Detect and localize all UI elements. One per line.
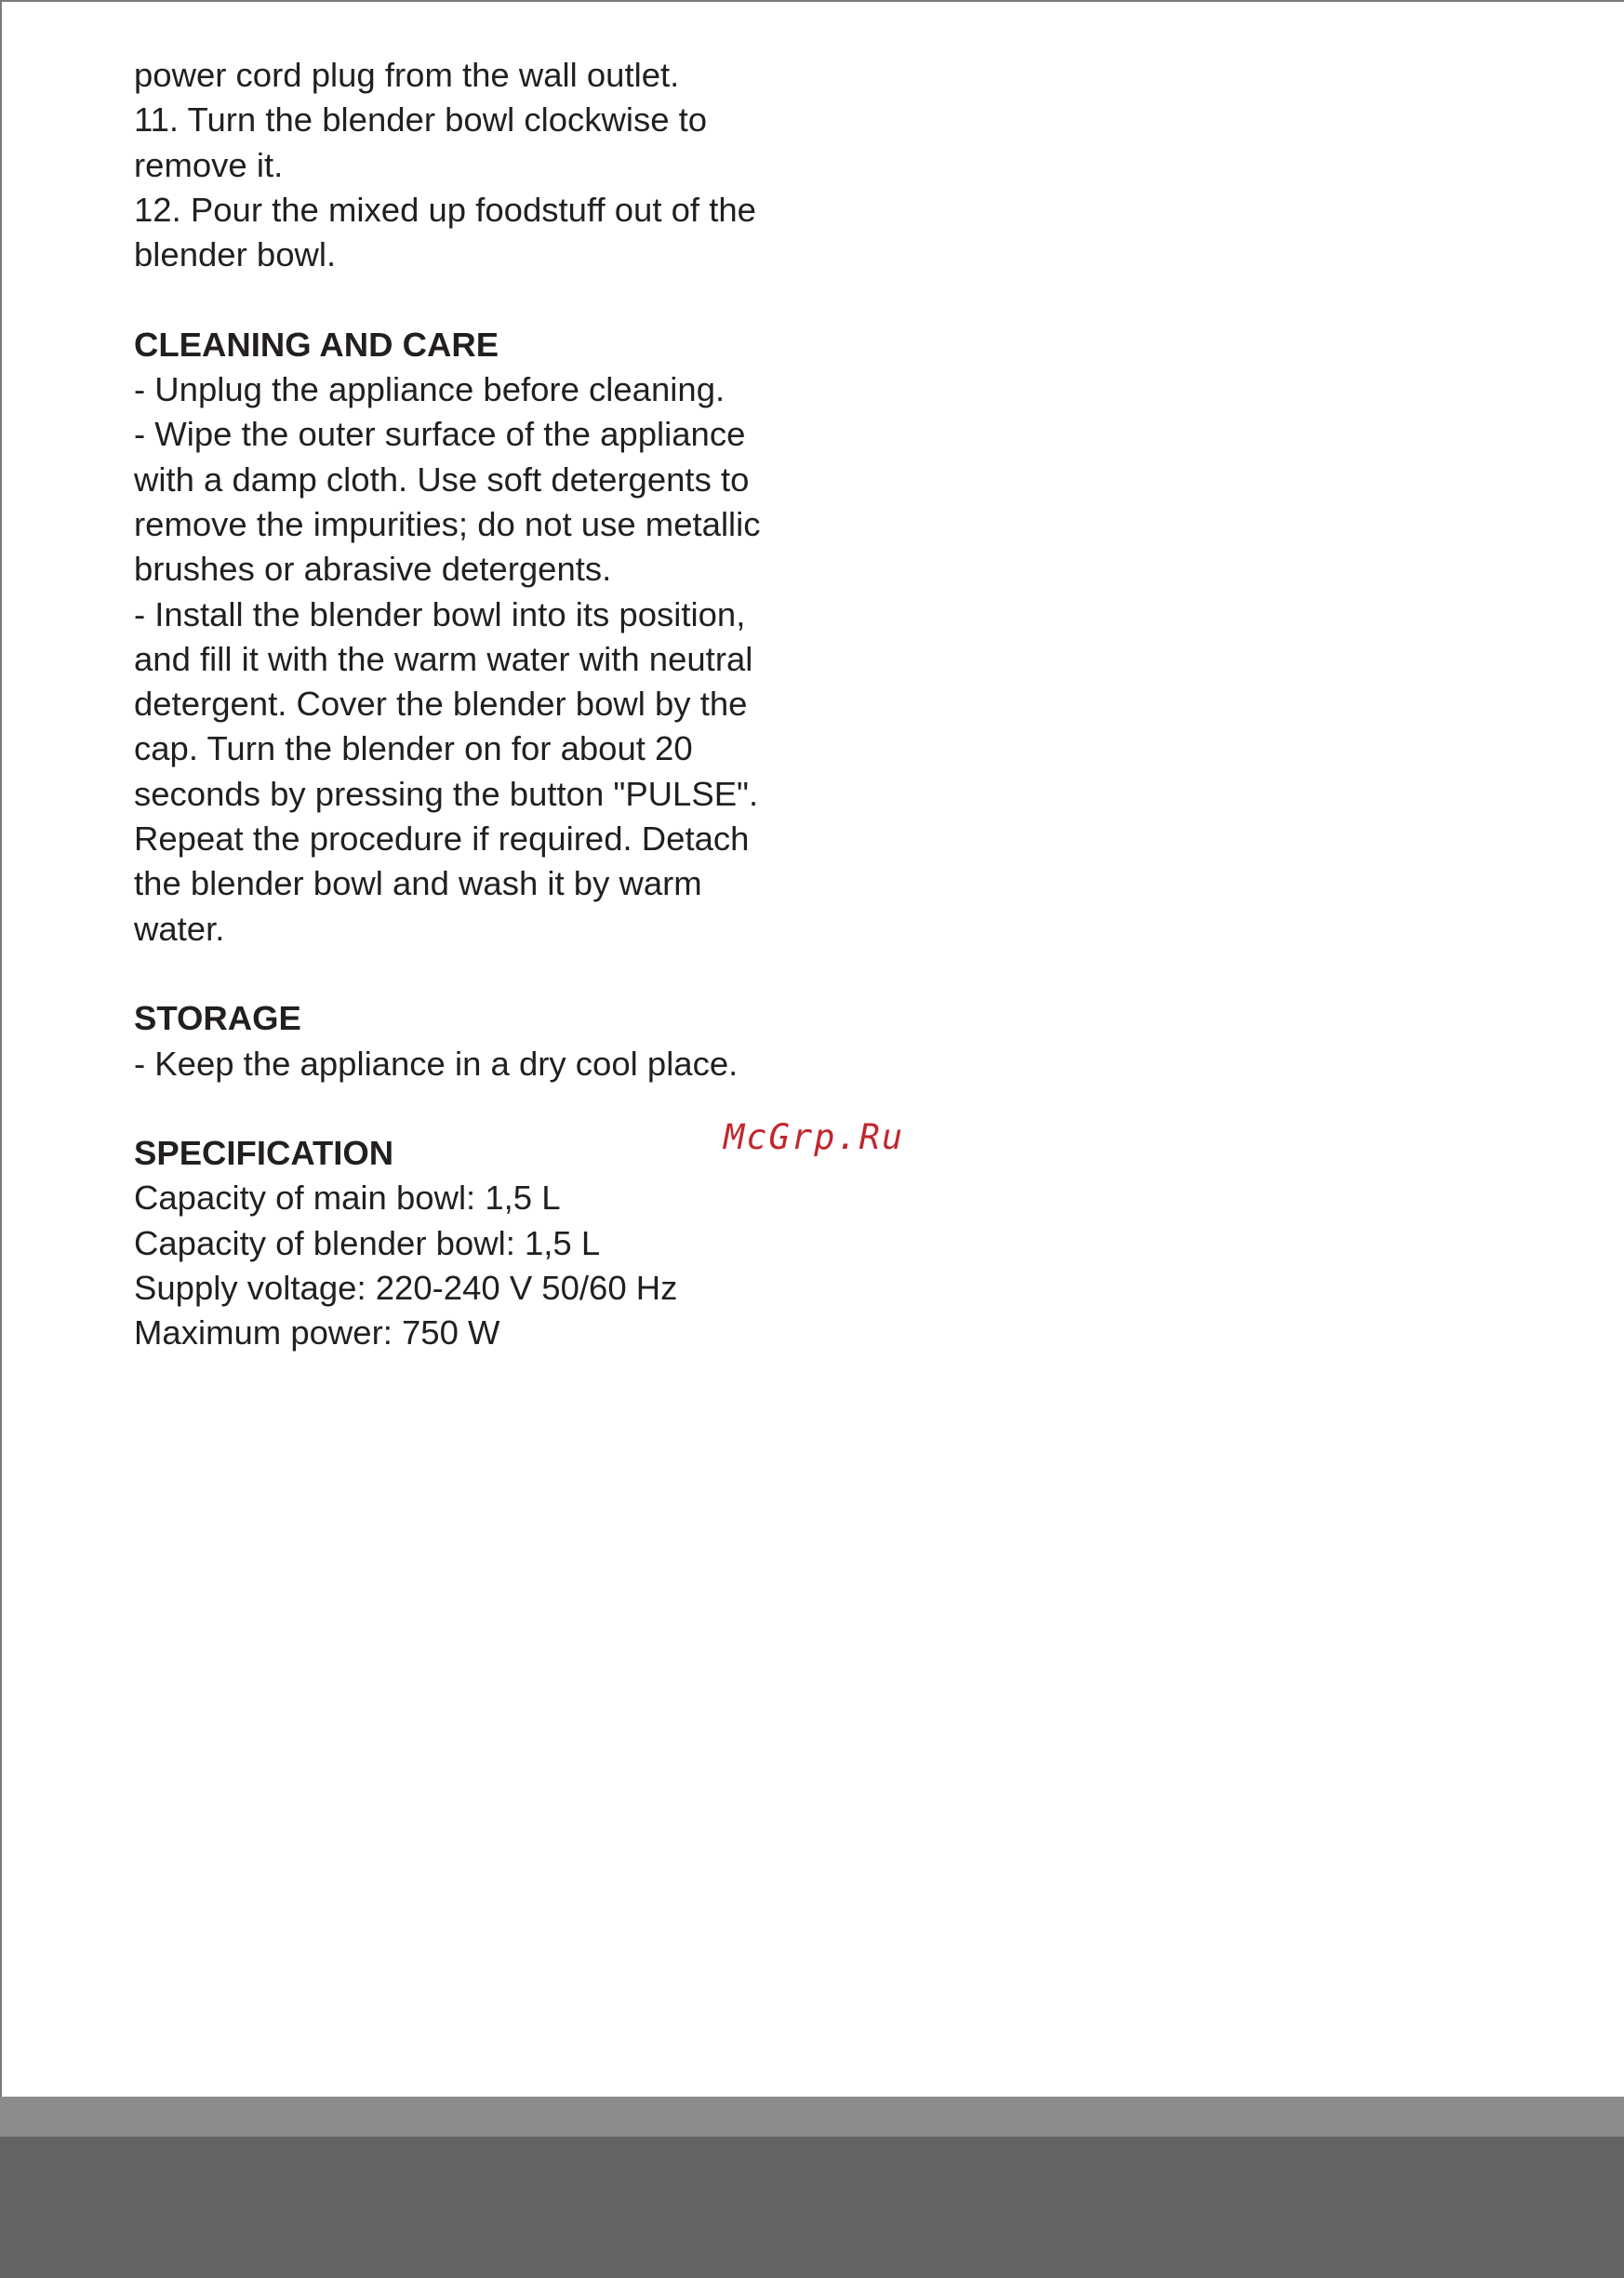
page-border-left <box>0 0 2 2097</box>
cleaning-section <box>134 323 822 952</box>
spec-line: Capacity of main bowl: 1,5 L <box>134 1179 561 1218</box>
specification-heading: SPECIFICATION <box>134 1134 394 1173</box>
spec-line: Capacity of blender bowl: 1,5 L <box>134 1223 601 1262</box>
document-body <box>134 53 822 1356</box>
text-line: seconds by pressing the button "PULSE". <box>134 774 759 813</box>
text-line: detergent. Cover the blender bowl by the <box>134 685 748 724</box>
text-line: brushes or abrasive detergents. <box>134 550 612 589</box>
text-line: water. <box>134 909 225 948</box>
text-line: remove the impurities; do not use metallic <box>134 504 761 543</box>
section-spacer <box>134 277 822 322</box>
section-spacer <box>134 952 822 996</box>
text-line: with a damp cloth. Use soft detergents to <box>134 460 750 499</box>
text-line: power cord plug from the wall outlet. <box>134 56 680 94</box>
storage-section <box>134 996 822 1086</box>
text-line: and fill it with the warm water with neutral <box>134 639 753 678</box>
text-line: the blender bowl and wash it by warm <box>134 864 702 903</box>
text-line: - Wipe the outer surface of the appliance <box>134 415 746 454</box>
text-line: - Install the blender bowl into its position, <box>134 594 746 633</box>
text-line: remove it. <box>134 145 284 184</box>
spec-line: Supply voltage: 220-240 V 50/60 Hz <box>134 1269 678 1308</box>
text-line: 12. Pour the mixed up foodstuff out of the <box>134 190 756 229</box>
intro-text <box>134 53 822 277</box>
text-line: blender bowl. <box>134 235 337 274</box>
text-line: - Keep the appliance in a dry cool place. <box>134 1044 739 1083</box>
cleaning-heading: CLEANING AND CARE <box>134 325 499 364</box>
spec-line: Maximum power: 750 W <box>134 1313 500 1352</box>
storage-heading: STORAGE <box>134 999 301 1038</box>
text-line: cap. Turn the blender on for about 20 <box>134 729 693 768</box>
section-spacer <box>134 1086 822 1131</box>
page-border-top <box>0 0 1624 2</box>
specification-section <box>134 1131 822 1355</box>
footer-band-light <box>0 2097 1624 2137</box>
text-line: Repeat the procedure if required. Detach <box>134 819 750 859</box>
text-line: 11. Turn the blender bowl clockwise to <box>134 100 708 140</box>
watermark: McGrp.Ru <box>724 1117 905 1157</box>
footer-band-dark <box>0 2137 1624 2278</box>
text-line: - Unplug the appliance before cleaning. <box>134 370 725 409</box>
